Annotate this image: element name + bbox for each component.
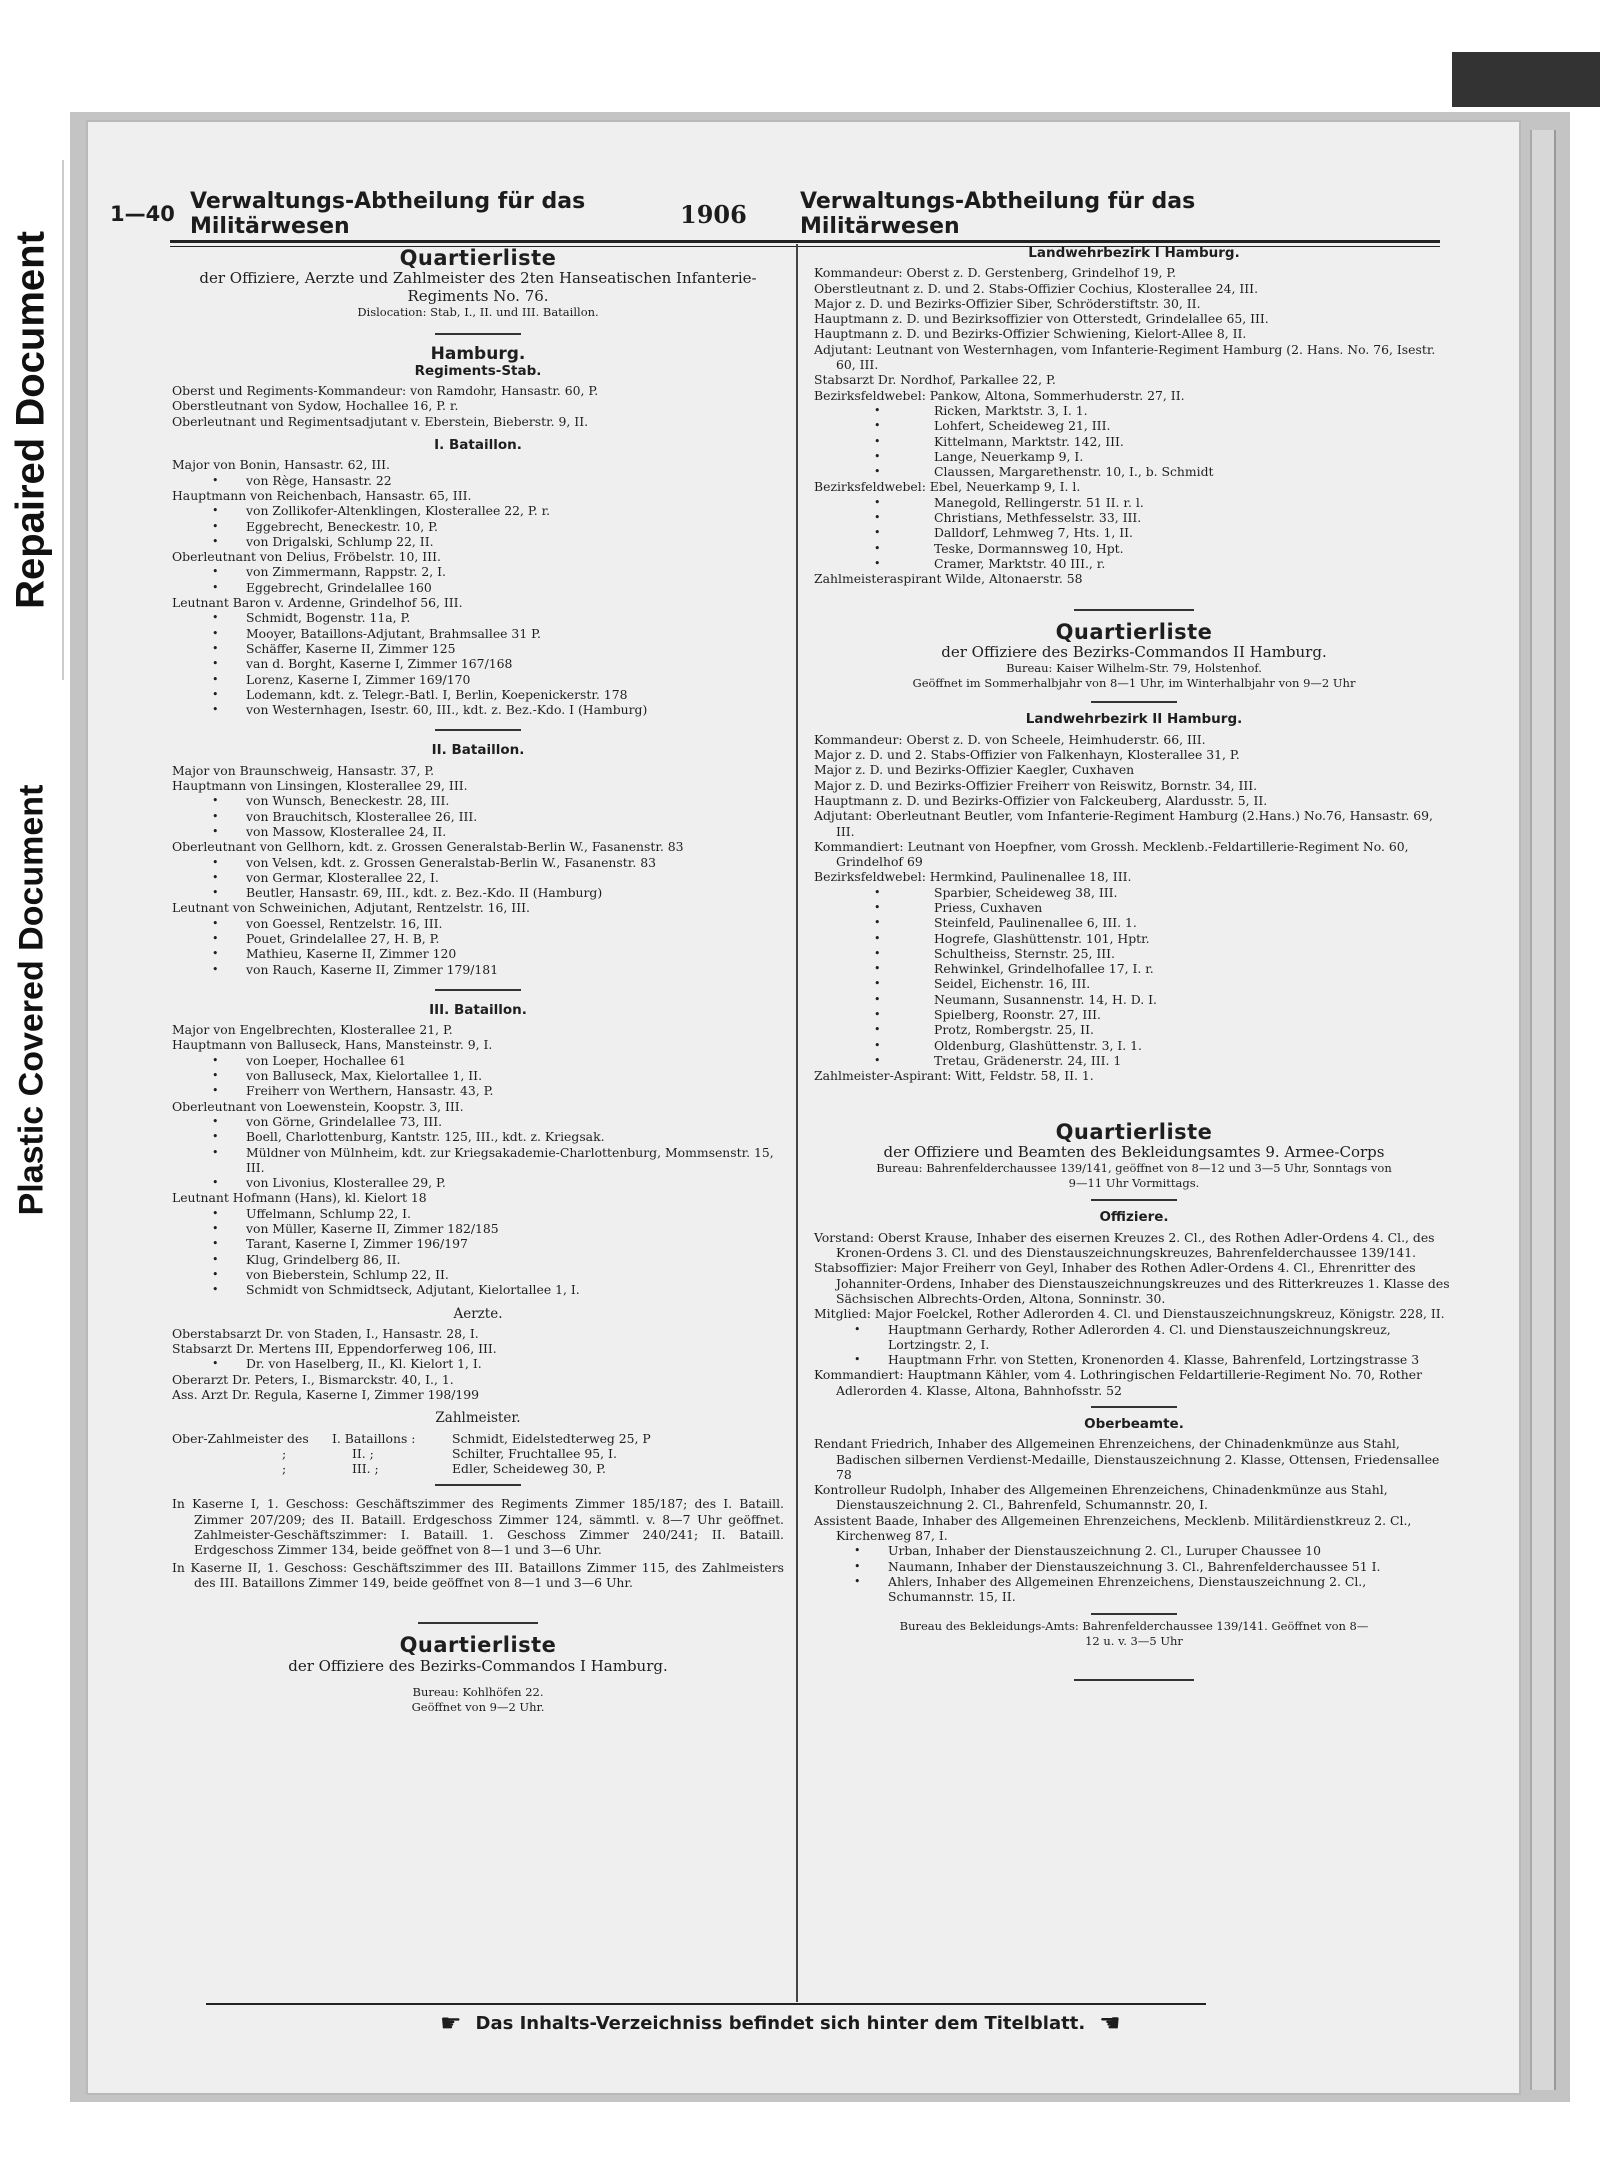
page-header [110, 189, 1360, 239]
section-heading: Regiments-Stab. [414, 362, 542, 379]
list-item: • Hauptmann Gerhardy, Rother Adlerorden 4. Cl. und Dienstauszeichnungskreuz, Lortzingstr. 2, I. [814, 1322, 1454, 1353]
list-item: Hauptmann z. D. und Bezirksoffizier von Otterstedt, Grindelallee 65, III. [814, 311, 1269, 327]
section-heading: II. Bataillon. [431, 742, 525, 759]
kaserne-note: In Kaserne I, 1. Geschoss: Geschäftszimmer des Regiments Zimmer 185/187; des I. Bataill. Zimmer 207/209; des II. Bataill. Erdgeschoss Zimmer 124, sämmtl. v. 8—7 Uhr geöffnet. Zahlmeister-Geschäftszimmer: I. Bataill. 1. Geschoss Zimmer 240/241; II. Bataill. Erdgeschoss Zimmer 134, beide geöffnet von 8—1 und 3—6 Uhr. [172, 1496, 784, 1558]
battalion-2-list [172, 763, 784, 977]
battalion-1-list [172, 457, 784, 717]
list-item: • Lange, Neuerkamp 9, I. [814, 449, 1454, 464]
bureau-note: Bureau des Bekleidungs-Amts: Bahrenfelderchaussee 139/141. Geöffnet von 8—12 u. v. 3—5 Uhr [899, 1618, 1369, 1648]
dislocation: Dislocation: Stab, I., II. und III. Bataillon. [357, 305, 599, 320]
list-item: Major z. D. und Bezirks-Offizier Freiherr von Reiswitz, Bornstr. 34, III. [814, 777, 1258, 793]
section-heading: Offiziere. [1099, 1209, 1169, 1226]
page-range: 1—40 [110, 202, 175, 226]
landwehr-1-list [814, 265, 1454, 586]
aerzte-list [172, 1326, 784, 1402]
list-item: Major z. D. und Bezirks-Offizier Kaegler, Cuxhaven [814, 762, 1135, 778]
list-item: • Neumann, Susannenstr. 14, H. D. I. [814, 992, 1454, 1007]
list-item: Major von Braunschweig, Hansastr. 37, P. [172, 762, 435, 778]
list-item: • Manegold, Rellingerstr. 51 II. r. l. [814, 495, 1454, 510]
quartierliste-title: Quartierliste [399, 246, 557, 270]
list-item: • Sparbier, Scheideweg 38, III. [814, 885, 1454, 900]
list-item: • Mathieu, Kaserne II, Zimmer 120 [172, 946, 784, 961]
divider [1091, 1199, 1177, 1201]
list-item: • Teske, Dormannsweg 10, Hpt. [814, 541, 1454, 556]
list-item: • von Rauch, Kaserne II, Zimmer 179/181 [172, 962, 784, 977]
list-item: • Protz, Rombergstr. 25, II. [814, 1022, 1454, 1037]
list-item: • Urban, Inhaber der Dienstauszeichnung 2. Cl., Luruper Chaussee 10 [814, 1543, 1454, 1558]
list-item: Leutnant Hofmann (Hans), kl. Kielort 18 [172, 1190, 427, 1206]
list-item: • Ahlers, Inhaber des Allgemeinen Ehrenzeichens, Dienstauszeichnung 2. Cl., Schumannstr. 15, II. [814, 1574, 1454, 1605]
opening-hours: Geöffnet von 9—2 Uhr. [411, 1699, 545, 1714]
scan-corner-tab [1452, 52, 1600, 107]
table-row: ; III. ; Edler, Scheideweg 30, P. [282, 1461, 606, 1477]
page-edge [1530, 130, 1556, 2090]
stab-list [172, 383, 784, 429]
list-item: • Dr. von Haselberg, II., Kl. Kielort 1, I. [172, 1356, 784, 1371]
divider [418, 1622, 538, 1624]
list-item: • Schmidt, Bogenstr. 11a, P. [172, 610, 784, 625]
table-row: ; II. ; Schilter, Fruchtallee 95, I. [282, 1445, 617, 1461]
list-item: Major von Bonin, Hansastr. 62, III. [172, 457, 390, 473]
list-item: • Priess, Cuxhaven [814, 900, 1454, 915]
list-item: • Christians, Methfesselstr. 33, III. [814, 510, 1454, 525]
list-item: • von Loeper, Hochallee 61 [172, 1053, 784, 1068]
list-item: • Schmidt von Schmidtseck, Adjutant, Kielortallee 1, I. [172, 1282, 784, 1297]
list-item: Kommandeur: Oberst z. D. von Scheele, Heimhuderstr. 66, III. [814, 731, 1206, 747]
divider [1091, 701, 1177, 703]
offiziere-list [814, 1230, 1454, 1398]
list-item: • Lodemann, kdt. z. Telegr.-Batl. I, Berlin, Koepenickerstr. 178 [172, 687, 784, 702]
list-item: • Tretau, Grädenerstr. 24, III. 1 [814, 1053, 1454, 1068]
footer-note [440, 2008, 1340, 2038]
list-item: Major von Engelbrechten, Klosterallee 21, P. [172, 1022, 453, 1038]
list-item: • Hogrefe, Glashüttenstr. 101, Hptr. [814, 931, 1454, 946]
list-item: Hauptmann von Linsingen, Klosterallee 29, III. [172, 778, 468, 794]
list-item: Adjutant: Oberleutnant Beutler, vom Infanterie-Regiment Hamburg (2.Hans.) No.76, Hansastr. 69, III. [814, 808, 1433, 839]
header-right-title: Verwaltungs-Abtheilung für das Militärwesen [800, 189, 1196, 239]
left-column [172, 246, 784, 1715]
list-item: Oberst und Regiments-Kommandeur: von Ramdohr, Hansastr. 60, P. [172, 383, 599, 399]
list-item: • von Massow, Klosterallee 24, II. [172, 824, 784, 839]
header-left-title: Verwaltungs-Abtheilung für das Militärwesen [190, 189, 586, 239]
list-item: Assistent Baade, Inhaber des Allgemeinen Ehrenzeichens, Mecklenb. Militärdienstkreuz 2. Cl., Kirchenweg 87, I. [814, 1512, 1412, 1544]
landwehr-2-list [814, 732, 1454, 1084]
city-heading: Hamburg. [430, 343, 526, 364]
list-item: Oberleutnant und Regimentsadjutant v. Eberstein, Bieberstr. 9, II. [172, 413, 589, 429]
list-item: • Eggebrecht, Grindelallee 160 [172, 580, 784, 595]
list-item: • Seidel, Eichenstr. 16, III. [814, 976, 1454, 991]
section-heading: Zahlmeister. [435, 1410, 521, 1427]
list-item: • Ricken, Marktstr. 3, I. 1. [814, 403, 1454, 418]
quartierliste-title: Quartierliste [399, 1633, 557, 1658]
list-item: Oberarzt Dr. Peters, I., Bismarckstr. 40, I., 1. [172, 1371, 454, 1387]
list-item: • von Balluseck, Max, Kielortallee 1, II. [172, 1068, 784, 1083]
zahlmeister-table [172, 1431, 784, 1477]
list-item: Oberleutnant von Loewenstein, Koopstr. 3, III. [172, 1098, 464, 1114]
list-item: Bezirksfeldwebel: Pankow, Altona, Sommerhuderstr. 27, II. [814, 387, 1185, 403]
list-item: Mitglied: Major Foelckel, Rother Adlerorden 4. Cl. und Dienstauszeichnungskreuz, Königstr. 228, II. [814, 1306, 1445, 1322]
column-divider [796, 244, 798, 2002]
list-item: • von Drigalski, Schlump 22, II. [172, 534, 784, 549]
divider [435, 729, 521, 731]
list-item: • Uffelmann, Schlump 22, I. [172, 1206, 784, 1221]
table-row: Ober-Zahlmeister des I. Bataillons : Schmidt, Eidelstedterweg 25, P [172, 1430, 651, 1446]
list-item: • Rehwinkel, Grindelhofallee 17, I. r. [814, 961, 1454, 976]
divider [1091, 1613, 1177, 1615]
list-item: Stabsarzt Dr. Mertens III, Eppendorferweg 106, III. [172, 1341, 497, 1357]
battalion-3-list [172, 1022, 784, 1297]
list-item: • Freiherr von Werthern, Hansastr. 43, P. [172, 1083, 784, 1098]
list-item: • Kittelmann, Marktstr. 142, III. [814, 434, 1454, 449]
quartierliste-subtitle: der Offiziere des Bezirks-Commandos II Hamburg. [941, 642, 1327, 661]
section-heading: Landwehrbezirk I Hamburg. [1028, 245, 1240, 261]
oberbeamte-list [814, 1436, 1454, 1604]
list-item: • von Livonius, Klosterallee 29, P. [172, 1175, 784, 1190]
bureau-address: Bureau: Bahrenfelderchaussee 139/141, geöffnet von 8—12 und 3—5 Uhr, Sonntags von 9—11 Uhr Vormittags. [876, 1160, 1392, 1191]
list-item: • van d. Borght, Kaserne I, Zimmer 167/168 [172, 656, 784, 671]
divider [435, 1484, 521, 1486]
section-heading: Oberbeamte. [1084, 1416, 1184, 1432]
list-item: Zahlmeister-Aspirant: Witt, Feldstr. 58, II. 1. [814, 1068, 1094, 1084]
section-heading: Landwehrbezirk II Hamburg. [1025, 711, 1243, 728]
quartierliste-subtitle: der Offiziere und Beamten des Bekleidungsamtes 9. Armee-Corps [883, 1142, 1385, 1161]
divider [435, 333, 521, 335]
list-item: Oberstleutnant von Sydow, Hochallee 16, P. r. [172, 398, 459, 414]
list-item: • Lorenz, Kaserne I, Zimmer 169/170 [172, 672, 784, 687]
list-item: Zahlmeisteraspirant Wilde, Altonaerstr. 58 [814, 571, 1083, 587]
list-item: Oberleutnant von Delius, Fröbelstr. 10, III. [172, 549, 441, 565]
divider [1074, 1679, 1194, 1681]
bureau-address: Bureau: Kaiser Wilhelm-Str. 79, Holstenhof. [1006, 660, 1262, 675]
divider [1074, 609, 1194, 611]
list-item: Major z. D. und Bezirks-Offizier Siber, Schröderstiftstr. 30, II. [814, 295, 1201, 311]
list-item: Bezirksfeldwebel: Ebel, Neuerkamp 9, I. l. [814, 479, 1081, 495]
list-item: • Boell, Charlottenburg, Kantstr. 125, III., kdt. z. Kriegsak. [172, 1129, 784, 1144]
list-item: • Pouet, Grindelallee 27, H. B, P. [172, 931, 784, 946]
list-item: • von Westernhagen, Isestr. 60, III., kdt. z. Bez.-Kdo. I (Hamburg) [172, 702, 784, 717]
list-item: • Eggebrecht, Beneckestr. 10, P. [172, 519, 784, 534]
list-item: • von Wunsch, Beneckestr. 28, III. [172, 793, 784, 808]
list-item: Stabsoffizier: Major Freiherr von Geyl, Inhaber des Rothen Adler-Ordens 4. Cl., Ehrenritter des Johanniter-Ordens, Inhaber des Dienstauszeichnungskreuzes und des Ritterkreuzes 1. Klasse des Sächsischen Albrechts-Orden, Altona, Sonninstr. 30. [814, 1260, 1450, 1306]
list-item: • Klug, Grindelberg 86, II. [172, 1252, 784, 1267]
list-item: • Müldner von Mülnheim, kdt. zur Kriegsakademie-Charlottenburg, Mommsenstr. 15, III. [172, 1145, 784, 1176]
divider [1091, 1406, 1177, 1408]
list-item: • Schäffer, Kaserne II, Zimmer 125 [172, 641, 784, 656]
right-column [814, 246, 1454, 1695]
list-item: • Mooyer, Bataillons-Adjutant, Brahmsallee 31 P. [172, 626, 784, 641]
list-item: • Oldenburg, Glashüttenstr. 3, I. 1. [814, 1038, 1454, 1053]
list-item: Kontrolleur Rudolph, Inhaber des Allgemeinen Ehrenzeichens, Chinadenkmünze aus Stahl, Dienstauszeichnung 2. Cl., Bahrenfeld, Schumannstr. 20, I. [814, 1482, 1388, 1513]
list-item: Bezirksfeldwebel: Hermkind, Paulinenallee 18, III. [814, 869, 1132, 885]
list-item: • Beutler, Hansastr. 69, III., kdt. z. Bez.-Kdo. II (Hamburg) [172, 885, 784, 900]
list-item: • Hauptmann Frhr. von Stetten, Kronenorden 4. Klasse, Bahrenfeld, Lortzingstrasse 3 [814, 1352, 1454, 1367]
list-item: Leutnant Baron v. Ardenne, Grindelhof 56, III. [172, 595, 463, 611]
list-item: Vorstand: Oberst Krause, Inhaber des eisernen Kreuzes 2. Cl., des Rothen Adler-Ordens 4. Cl., des Kronen-Ordens 3. Cl. und des Dienstauszeichnungskreuzes, Bahrenfelderchaussee 139/141. [814, 1229, 1435, 1261]
list-item: Kommandiert: Hauptmann Kähler, vom 4. Lothringischen Feldartillerie-Regiment No. 70, Rother Adlerorden 4. Klasse, Altona, Bahnhofsstr. 52 [814, 1367, 1423, 1398]
divider [435, 989, 521, 991]
list-item: • Cramer, Marktstr. 40 III., r. [814, 556, 1454, 571]
list-item: • von Zollikofer-Altenklingen, Klosterallee 22, P. r. [172, 503, 784, 518]
quartierliste-subtitle: der Offiziere des Bezirks-Commandos I Hamburg. [288, 1656, 668, 1675]
list-item: Hauptmann von Balluseck, Hans, Mansteinstr. 9, I. [172, 1037, 493, 1053]
list-item: Kommandiert: Leutnant von Hoepfner, vom Grossh. Mecklenb.-Feldartillerie-Regiment No. 60, Grindelhof 69 [814, 838, 1409, 870]
list-item: • Steinfeld, Paulinenallee 6, III. 1. [814, 915, 1454, 930]
list-item: Leutnant von Schweinichen, Adjutant, Rentzelstr. 16, III. [172, 900, 530, 916]
list-item: • Spielberg, Roonstr. 27, III. [814, 1007, 1454, 1022]
list-item: • Schultheiss, Sternstr. 25, III. [814, 946, 1454, 961]
list-item: • von Görne, Grindelallee 73, III. [172, 1114, 784, 1129]
pointing-hand-left-icon: ☚ [1099, 2009, 1121, 2037]
repaired-document-label: Repaired Document [0, 160, 64, 680]
quartierliste-title: Quartierliste [1055, 1119, 1213, 1144]
list-item: • von Brauchitsch, Klosterallee 26, III. [172, 809, 784, 824]
list-item: Stabsarzt Dr. Nordhof, Parkallee 22, P. [814, 372, 1056, 388]
list-item: • Lohfert, Scheideweg 21, III. [814, 418, 1454, 433]
header-year: 1906 [680, 199, 747, 229]
list-item: • von Goessel, Rentzelstr. 16, III. [172, 916, 784, 931]
list-item: • Tarant, Kaserne I, Zimmer 196/197 [172, 1236, 784, 1251]
list-item: • von Rège, Hansastr. 22 [172, 473, 784, 488]
list-item: • Naumann, Inhaber der Dienstauszeichnung 3. Cl., Bahrenfelderchaussee 51 I. [814, 1559, 1454, 1574]
list-item: Hauptmann z. D. und Bezirks-Offizier von Falckeuberg, Alardusstr. 5, II. [814, 792, 1268, 808]
section-heading: III. Bataillon. [429, 1001, 527, 1018]
footer-text: Das Inhalts-Verzeichniss befindet sich hinter dem Titelblatt. [475, 2012, 1086, 2034]
list-item: • Claussen, Margarethenstr. 10, I., b. Schmidt [814, 464, 1454, 479]
list-item: • Dalldorf, Lehmweg 7, Hts. 1, II. [814, 525, 1454, 540]
list-item: Hauptmann von Reichenbach, Hansastr. 65, III. [172, 487, 472, 503]
list-item: Oberstleutnant z. D. und 2. Stabs-Offizier Cochius, Klosterallee 24, III. [814, 280, 1259, 296]
list-item: Oberleutnant von Gellhorn, kdt. z. Grossen Generalstab-Berlin W., Fasanenstr. 83 [172, 839, 684, 855]
list-item: • von Müller, Kaserne II, Zimmer 182/185 [172, 1221, 784, 1236]
list-item: Adjutant: Leutnant von Westernhagen, vom Infanterie-Regiment Hamburg (2. Hans. No. 76, Isestr. 60, III. [814, 341, 1436, 373]
section-heading: I. Bataillon. [434, 437, 522, 454]
footer-rule [206, 2003, 1206, 2005]
pointing-hand-icon: ☛ [440, 2009, 462, 2037]
list-item: • von Velsen, kdt. z. Grossen Generalstab-Berlin W., Fasanenstr. 83 [172, 855, 784, 870]
quartierliste-title: Quartierliste [1055, 619, 1213, 644]
list-item: Major z. D. und 2. Stabs-Offizier von Falkenhayn, Klosterallee 31, P. [814, 747, 1240, 763]
quartierliste-subtitle: der Offiziere, Aerzte und Zahlmeister des 2ten Hanseatischen Infanterie-Regiments No. 76. [199, 269, 757, 306]
list-item: Ass. Arzt Dr. Regula, Kaserne I, Zimmer 198/199 [172, 1387, 480, 1402]
list-item: • von Germar, Klosterallee 22, I. [172, 870, 784, 885]
list-item: • von Bieberstein, Schlump 22, II. [172, 1267, 784, 1282]
section-heading: Aerzte. [453, 1305, 503, 1322]
list-item: Hauptmann z. D. und Bezirks-Offizier Schwiening, Kielort-Allee 8, II. [814, 326, 1247, 342]
opening-hours: Geöffnet im Sommerhalbjahr von 8—1 Uhr, im Winterhalbjahr von 9—2 Uhr [912, 676, 1356, 691]
list-item: Kommandeur: Oberst z. D. Gerstenberg, Grindelhof 19, P. [814, 265, 1177, 281]
list-item: Oberstabsarzt Dr. von Staden, I., Hansastr. 28, I. [172, 1325, 479, 1341]
kaserne-note: In Kaserne II, 1. Geschoss: Geschäftszimmer des III. Bataillons Zimmer 115, des Zahlmeisters des III. Bataillons Zimmer 149, beide geöffnet von 8—1 und 3—6 Uhr. [172, 1559, 784, 1590]
plastic-covered-label: Plastic Covered Document [0, 720, 64, 1280]
list-item: Rendant Friedrich, Inhaber des Allgemeinen Ehrenzeichens, der Chinadenkmünze aus Stahl, Badischen silbernen Verdienst-Medaille, Dienstauszeichnung 2. Klasse, Ottensen, Friedensallee 78 [814, 1436, 1440, 1482]
list-item: • von Zimmermann, Rappstr. 2, I. [172, 564, 784, 579]
bureau-address: Bureau: Kohlhöfen 22. [412, 1684, 544, 1699]
header-rule [170, 240, 1440, 243]
